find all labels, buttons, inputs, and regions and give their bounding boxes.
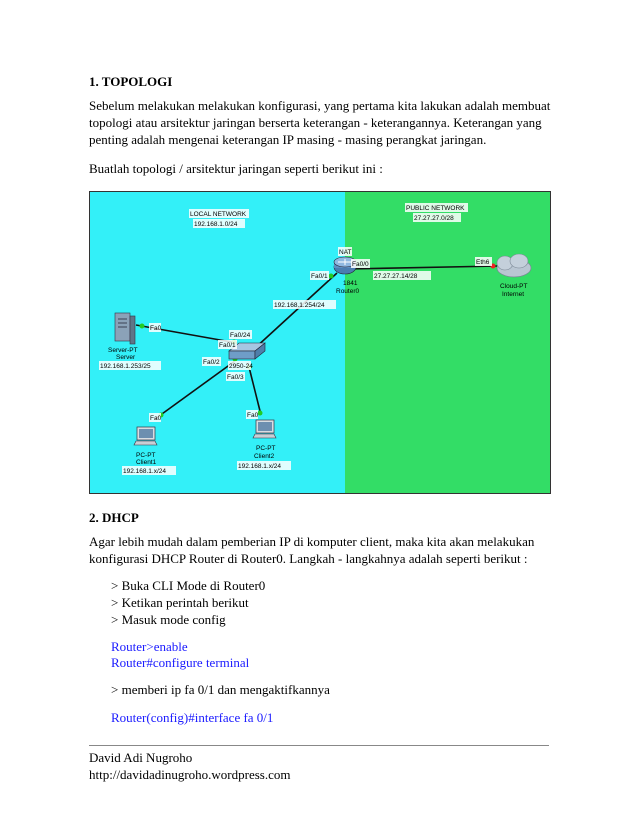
router-port-fa00: Fa0/0	[352, 261, 369, 268]
client1-name: Client1	[136, 459, 157, 466]
section-2-title: 2. DHCP	[89, 510, 139, 525]
dhcp-intro-line-2: konfigurasi DHCP Router di Router0. Langkah - langkahnya adalah seperti berikut :	[89, 551, 528, 566]
client2-name: Client2	[254, 453, 275, 460]
network-topology-diagram	[89, 191, 551, 494]
router-nat-label: NAT	[339, 249, 352, 256]
command-configure-terminal: Router#configure terminal	[111, 655, 250, 670]
router-local-ip: 192.168.1.254/24	[274, 302, 325, 309]
cloud-name: Internet	[502, 291, 525, 298]
client2-ip: 192.168.1.x/24	[238, 463, 282, 470]
step-open-cli: > Buka CLI Mode di Router0	[111, 578, 266, 593]
switch-port-fa02: Fa0/2	[203, 359, 220, 366]
public-network-title: PUBLIC NETWORK	[406, 205, 465, 212]
step-enter-config: > Masuk mode config	[111, 612, 226, 627]
local-network-subnet: 192.168.1.0/24	[194, 221, 238, 228]
server-name: Server	[116, 354, 136, 361]
topology-intro-line-3: penting adalah mengenai keterangan IP masing - masing perangkat jaringan.	[89, 132, 487, 147]
local-network-area	[89, 191, 345, 494]
local-network-title: LOCAL NETWORK	[190, 211, 247, 218]
router-port-fa01: Fa0/1	[311, 273, 328, 280]
cloud-port-eth6: Eth6	[476, 259, 490, 266]
cloud-type: Cloud-PT	[500, 283, 528, 290]
footer-divider	[89, 745, 549, 746]
switch-port-fa024: Fa0/24	[230, 332, 251, 339]
server-type: Server-PT	[108, 347, 138, 354]
topology-instruction: Buatlah topologi / arsitektur jaringan seperti berikut ini :	[89, 161, 383, 176]
switch-port-fa03: Fa0/3	[227, 374, 244, 381]
client2-pc-icon[interactable]	[253, 420, 276, 438]
footer-author: David Adi Nugroho	[89, 750, 193, 765]
step-type-commands: > Ketikan perintah berikut	[111, 595, 249, 610]
client2-port-fa0: Fa0	[247, 412, 259, 419]
public-network-area	[345, 191, 551, 494]
server-ip: 192.168.1.253/25	[100, 363, 151, 370]
switch-model: 2950-24	[229, 363, 253, 370]
client1-port-fa0: Fa0	[150, 415, 162, 422]
client1-type: PC-PT	[136, 452, 156, 459]
server-port-fa0: Fa0	[150, 325, 162, 332]
step-set-ip: > memberi ip fa 0/1 dan mengaktifkannya	[111, 682, 330, 697]
client1-pc-icon[interactable]	[134, 427, 157, 445]
server-icon[interactable]	[115, 313, 135, 344]
command-enable: Router>enable	[111, 639, 188, 654]
router-model: 1841	[343, 280, 358, 287]
router-public-ip: 27.27.27.14/28	[374, 273, 418, 280]
router-name: Router0	[336, 288, 360, 295]
footer-url[interactable]: http://davidadinugroho.wordpress.com	[89, 767, 291, 782]
client1-ip: 192.168.1.x/24	[123, 468, 167, 475]
dhcp-intro-line-1: Agar lebih mudah dalam pemberian IP di komputer client, maka kita akan melakukan	[89, 534, 535, 549]
cloud-icon[interactable]	[497, 254, 531, 277]
switch-port-fa01: Fa0/1	[219, 342, 236, 349]
command-interface: Router(config)#interface fa 0/1	[111, 710, 274, 725]
public-network-subnet: 27.27.27.0/28	[414, 215, 454, 222]
client2-type: PC-PT	[256, 445, 276, 452]
topology-intro-line-1: Sebelum melakukan melakukan konfigurasi, yang pertama kita lakukan adalah membuat	[89, 98, 551, 113]
section-1-title: 1. TOPOLOGI	[89, 74, 173, 89]
topology-intro-line-2: topologi atau arsitektur jaringan berserta keterangan - keterangannya. Keterangan yang	[89, 115, 542, 130]
